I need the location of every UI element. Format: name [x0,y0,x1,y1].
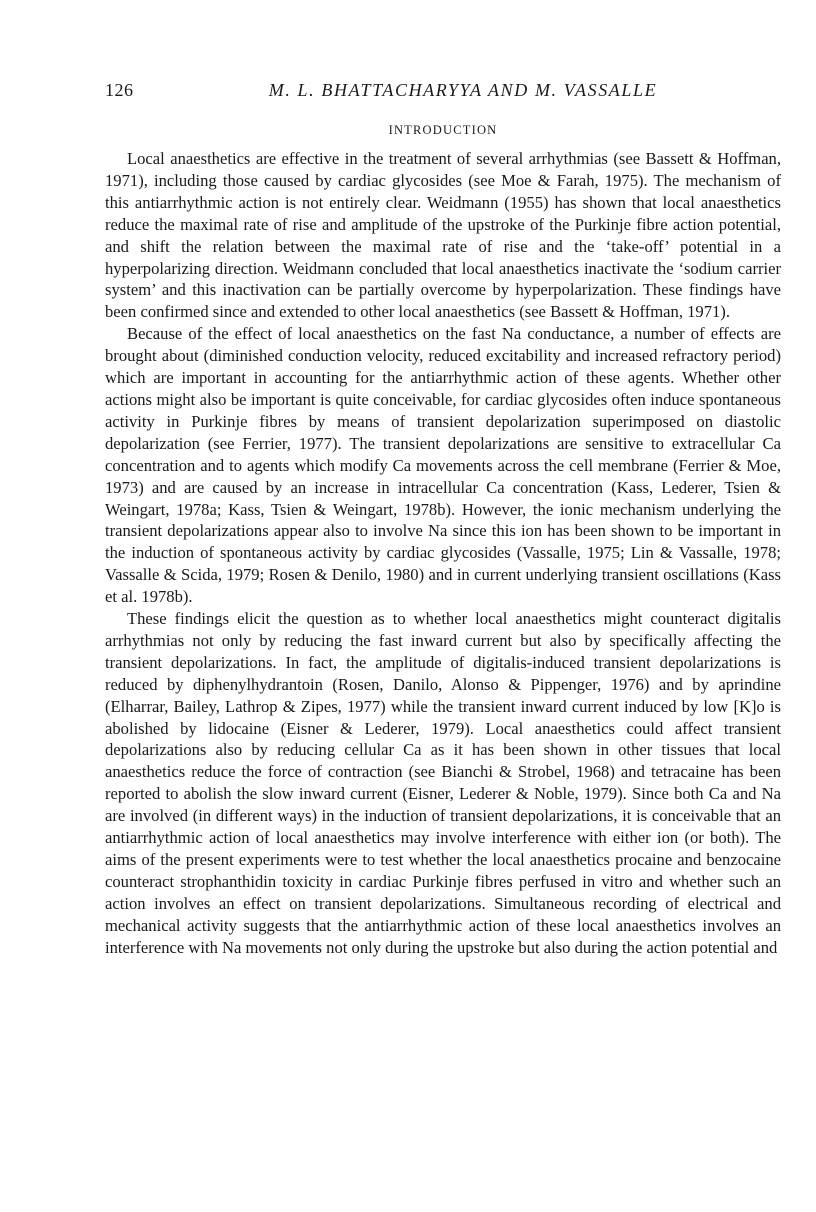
running-head-authors: M. L. BHATTACHARYYA AND M. VASSALLE [268,80,658,100]
paragraph: Local anaesthetics are effective in the treatment of several arrhythmias (see Bassett & Hoffman, 1971), including those caused by cardiac glycosides (see Moe & Farah, 1975). The mechanism of this antiarrhythmic action is not entirely clear. Weidmann (1955) has shown that local anaesthetics reduce the maximal rate of rise and amplitude of the upstroke of the Purkinje fibre action potential, and shift the relation between the maximal rate of rise and the ‘take-off’ potential in a hyperpolarizing direction. Weidmann concluded that local anaesthetics inactivate the ‘sodium carrier system’ and this inactivation can be partially overcome by hyperpolarization. These findings have been confirmed since and extended to other local anaesthetics (see Bassett & Hoffman, 1971). [105,149,781,322]
section-heading: INTRODUCTION [388,123,498,137]
page-header [105,80,781,110]
body-text [105,148,781,959]
paragraph: These findings elicit the question as to whether local anaesthetics might counteract digitalis arrhythmias not only by reducing the fast inward current but also by specifically affecting the transient depolarizations. In fact, the amplitude of digitalis-induced transient depolarizations is reduced by diphenylhydrantoin (Rosen, Danilo, Alonso & Pippenger, 1976) and by aprindine (Elharrar, Bailey, Lathrop & Zipes, 1977) while the transient inward current induced by low [K]o is abolished by lidocaine (Eisner & Lederer, 1979). Local anaesthetics could affect transient depolarizations also by reducing cellular Ca as it has been shown in other tissues that local anaesthetics reduce the force of contraction (see Bianchi & Strobel, 1968) and tetracaine has been reported to abolish the slow inward current (Eisner, Lederer & Noble, 1979). Since both Ca and Na are involved (in different ways) in the induction of transient depolarizations, it is conceivable that an antiarrhythmic action of local anaesthetics may involve interference with either ion (or both). The aims of the present experiments were to test whether the local anaesthetics procaine and benzocaine counteract strophanthidin toxicity in cardiac Purkinje fibres perfused in vitro and whether such an action involves an effect on transient depolarizations. Simultaneous recording of electrical and mechanical activity suggests that the antiarrhythmic action of these local anaesthetics involves an interference with Na movements not only during the upstroke but also during the action potential and [105,609,781,957]
page-number: 126 [105,80,134,100]
paragraph: Because of the effect of local anaesthetics on the fast Na conductance, a number of effects are brought about (diminished conduction velocity, reduced excitability and increased refractory period) which are important in accounting for the antiarrhythmic action of these agents. Whether other actions might also be important is quite conceivable, for cardiac glycosides often induce spontaneous activity in Purkinje fibres by means of transient depolarization superimposed on diastolic depolarization (see Ferrier, 1977). The transient depolarizations are sensitive to extracellular Ca concentration and to agents which modify Ca movements across the cell membrane (Ferrier & Moe, 1973) and are caused by an increase in intracellular Ca concentration (Kass, Lederer, Tsien & Weingart, 1978a; Kass, Tsien & Weingart, 1978b). However, the ionic mechanism underlying the transient depolarizations appear also to involve Na since this ion has been shown to be important in the induction of spontaneous activity by cardiac glycosides (Vassalle, 1975; Lin & Vassalle, 1978; Vassalle & Scida, 1979; Rosen & Denilo, 1980) and in current underlying transient oscillations (Kass et al. 1978b). [105,324,781,607]
